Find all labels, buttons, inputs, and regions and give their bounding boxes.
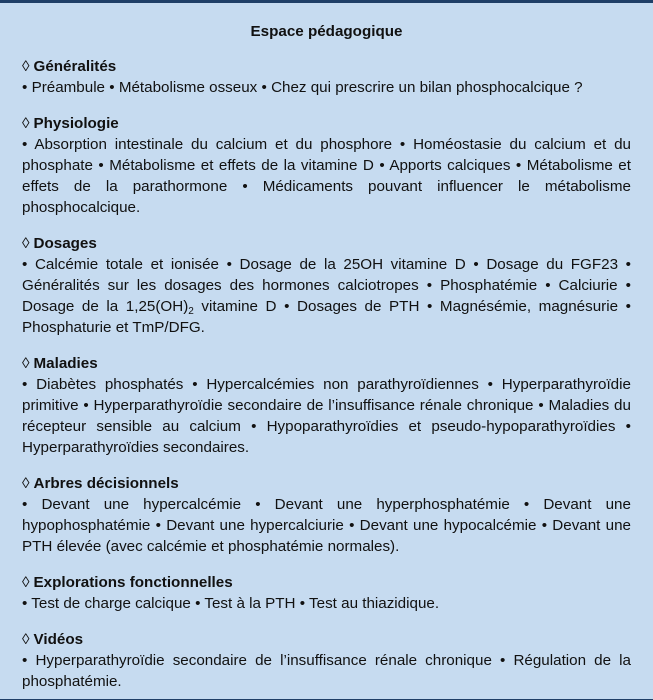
list-item: Maladies du récepteur sensible au calcium bbox=[22, 397, 631, 435]
section-title bbox=[22, 629, 631, 650]
section-title-text: Maladies bbox=[33, 355, 98, 372]
bullet-icon: • bbox=[109, 79, 115, 96]
subscript: 2 bbox=[188, 306, 194, 317]
bullet-icon: • bbox=[427, 298, 433, 315]
section-body bbox=[22, 650, 631, 692]
list-item: Devant une hypercalcémie bbox=[41, 496, 242, 513]
section-title-text: Vidéos bbox=[33, 631, 84, 648]
list-item: Apports calciques bbox=[389, 157, 511, 174]
bullet-icon: • bbox=[473, 256, 479, 273]
bullet-icon: • bbox=[625, 277, 631, 294]
list-item: Devant une hypocalcémie bbox=[359, 517, 537, 534]
list-item: Hyperparathyroïdies secondaires. bbox=[22, 439, 250, 456]
list-item: Hyperparathyroïdie secondaire de l’insuffisance rénale chronique bbox=[35, 652, 492, 669]
list-item: Test à la PTH bbox=[204, 595, 296, 612]
list-item: Absorption intestinale du calcium et du phosphore bbox=[34, 136, 393, 153]
section bbox=[22, 56, 631, 98]
bullet-icon: • bbox=[251, 418, 257, 435]
bullet-icon: • bbox=[545, 277, 551, 294]
list-item: Test de charge calcique bbox=[31, 595, 191, 612]
section-title bbox=[22, 353, 631, 374]
list-item: Magnésémie, magnésurie bbox=[439, 298, 619, 315]
section-body bbox=[22, 77, 631, 98]
bullet-icon: • bbox=[625, 298, 631, 315]
list-item: Devant une hyperphosphatémie bbox=[274, 496, 510, 513]
bullet-icon: • bbox=[98, 157, 104, 174]
bullet-icon: • bbox=[195, 595, 201, 612]
diamond-icon: ◊ bbox=[22, 235, 30, 252]
diamond-icon: ◊ bbox=[22, 631, 30, 648]
bullet-icon: • bbox=[500, 652, 506, 669]
bullet-icon: • bbox=[538, 397, 544, 414]
list-item: Hypercalcémies non parathyroïdiennes bbox=[206, 376, 479, 393]
section-title bbox=[22, 572, 631, 593]
section bbox=[22, 113, 631, 218]
list-item: Généralités sur les dosages des hormones calciotropes bbox=[22, 277, 419, 294]
diamond-icon: ◊ bbox=[22, 475, 30, 492]
list-item: Calciurie bbox=[558, 277, 618, 294]
list-item: Calcémie totale et ionisée bbox=[34, 256, 219, 273]
bullet-icon: • bbox=[299, 595, 306, 612]
page-title: Espace pédagogique bbox=[250, 23, 403, 40]
list-item: Hyperparathyroïdie primitive bbox=[22, 376, 631, 414]
bullet-icon: • bbox=[83, 397, 89, 414]
section-title bbox=[22, 113, 631, 134]
section-title-text: Explorations fonctionnelles bbox=[33, 574, 233, 591]
diamond-icon: ◊ bbox=[22, 355, 30, 372]
section-body bbox=[22, 374, 631, 458]
list-item: Phosphatémie bbox=[440, 277, 538, 294]
list-item: Devant une hypophosphatémie bbox=[22, 496, 631, 534]
section bbox=[22, 629, 631, 692]
bullet-icon: • bbox=[192, 376, 198, 393]
diamond-icon: ◊ bbox=[22, 115, 30, 132]
bullet-icon: • bbox=[22, 376, 28, 393]
list-item: Régulation de la phosphatémie. bbox=[22, 652, 631, 690]
bullet-icon: • bbox=[399, 136, 406, 153]
bullet-icon: • bbox=[22, 136, 28, 153]
bullet-icon: • bbox=[284, 298, 290, 315]
bullet-icon: • bbox=[625, 418, 631, 435]
list-item: Hyperparathyroïdie secondaire de l’insuffisance rénale chronique bbox=[93, 397, 534, 414]
list-item: Dosages de PTH bbox=[297, 298, 420, 315]
section bbox=[22, 353, 631, 458]
list-item: Dosage de la 25OH vitamine D bbox=[239, 256, 466, 273]
bullet-icon: • bbox=[226, 256, 232, 273]
list-item: Métabolisme osseux bbox=[118, 79, 258, 96]
section-body bbox=[22, 593, 631, 614]
list-item: Homéostasie du calcium et du phosphate bbox=[22, 136, 631, 174]
list-item: Devant une PTH élevée (avec calcémie et phosphatémie normales). bbox=[22, 517, 631, 555]
bullet-icon: • bbox=[22, 652, 28, 669]
list-item: Médicaments pouvant influencer le métabolisme phosphocalcique. bbox=[22, 178, 631, 216]
bullet-icon: • bbox=[349, 517, 355, 534]
section-title-text: Arbres décisionnels bbox=[33, 475, 179, 492]
section-title bbox=[22, 233, 631, 254]
list-item: Diabètes phosphatés bbox=[36, 376, 184, 393]
bullet-icon: • bbox=[22, 595, 28, 612]
list-item: Métabolisme et effets de la vitamine D bbox=[109, 157, 374, 174]
list-item: Devant une hypercalciurie bbox=[166, 517, 344, 534]
list-item: Métabolisme et effets de la parathormone bbox=[22, 157, 631, 195]
section bbox=[22, 572, 631, 614]
bullet-icon: • bbox=[261, 79, 267, 96]
list-item: Test au thiazidique. bbox=[309, 595, 440, 612]
list-item: Préambule bbox=[31, 79, 106, 96]
diamond-icon: ◊ bbox=[22, 58, 30, 75]
section-title-text: Dosages bbox=[33, 235, 97, 252]
list-item: Phosphaturie et TmP/DFG. bbox=[22, 319, 205, 336]
list-item: Dosage de la 1,25(OH) bbox=[22, 298, 189, 315]
bullet-icon: • bbox=[22, 79, 28, 96]
subscript-suffix: vitamine D bbox=[193, 298, 277, 315]
section-body bbox=[22, 494, 631, 557]
sections-container bbox=[22, 56, 631, 692]
section-title bbox=[22, 473, 631, 494]
bullet-icon: • bbox=[242, 178, 248, 195]
list-item: Dosage du FGF23 bbox=[486, 256, 619, 273]
bullet-icon: • bbox=[426, 277, 433, 294]
bullet-icon: • bbox=[155, 517, 161, 534]
section bbox=[22, 233, 631, 338]
section-body bbox=[22, 254, 631, 338]
section-title-text: Physiologie bbox=[33, 115, 119, 132]
bullet-icon: • bbox=[379, 157, 385, 174]
bullet-icon: • bbox=[625, 256, 631, 273]
bullet-icon: • bbox=[541, 517, 548, 534]
bullet-icon: • bbox=[255, 496, 261, 513]
bullet-icon: • bbox=[515, 157, 522, 174]
section-title-text: Généralités bbox=[33, 58, 117, 75]
section-title bbox=[22, 56, 631, 77]
section-body bbox=[22, 134, 631, 218]
bullet-icon: • bbox=[523, 496, 530, 513]
diamond-icon: ◊ bbox=[22, 574, 30, 591]
list-item: Chez qui prescrire un bilan phosphocalcique ? bbox=[271, 79, 583, 96]
section bbox=[22, 473, 631, 557]
bullet-icon: • bbox=[487, 376, 493, 393]
list-item: Hypoparathyroïdies et pseudo-hypoparathyroïdies bbox=[266, 418, 616, 435]
bullet-icon: • bbox=[22, 256, 28, 273]
bullet-icon: • bbox=[22, 496, 28, 513]
